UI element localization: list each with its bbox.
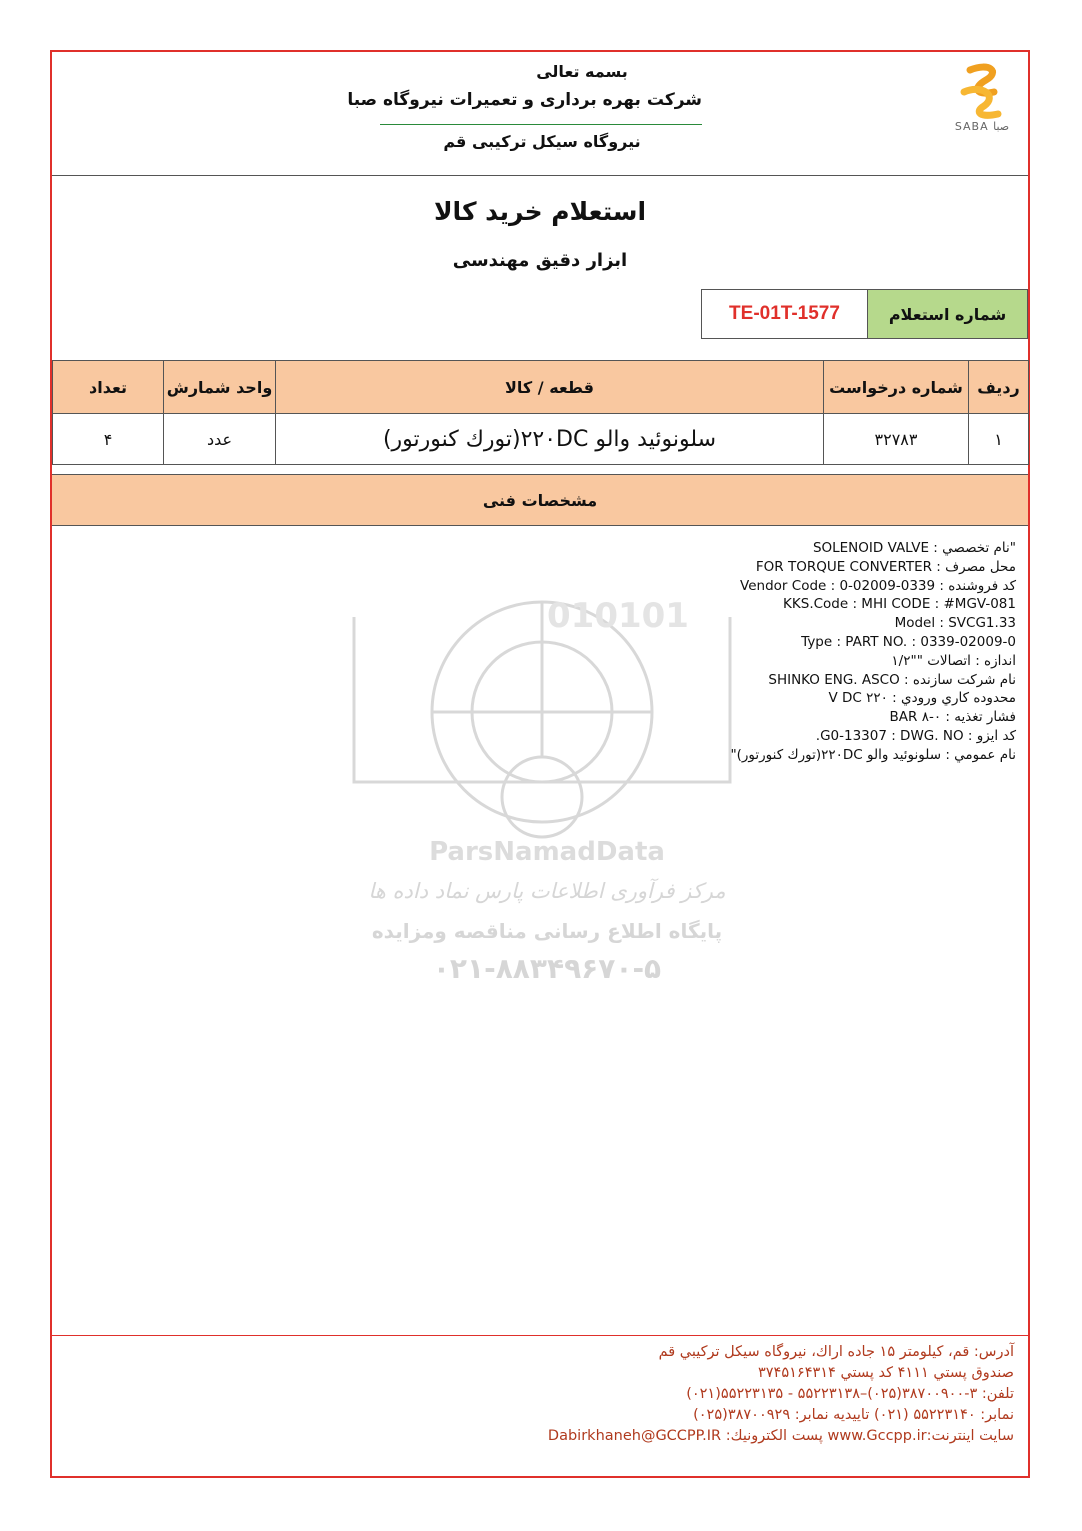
spec-line: "نام تخصصي : SOLENOID VALVE — [812, 540, 1016, 556]
watermark-line1: مرکز فرآوری اطلاعات پارس نماد داده ها — [368, 879, 726, 903]
cell-row: ۱ — [969, 414, 1029, 465]
saba-logo-icon — [942, 62, 1022, 122]
plant-name: نیروگاه سیکل ترکیبی قم — [443, 132, 641, 151]
footer-fax: نمابر: ۵۵۲۲۳۱۴۰ (۰۲۱) تاييديه نمابر: ۳۸۷۰۰۹۲۹(۰۲۵) — [693, 1407, 1014, 1423]
col-header-unit: واحد شمارش — [164, 361, 276, 414]
spec-line: محدوده كاري ورودي : ۲۲۰ V DC — [828, 690, 1016, 707]
inquiry-label: شماره استعلام — [867, 289, 1028, 339]
spec-line: نام عمومي : سلونوئید والو ۲۲۰DC(تورك كنورتور)" — [730, 746, 1016, 763]
col-header-request-no: شماره درخواست — [824, 361, 969, 414]
cell-item: سلونوئید والو ۲۲۰DC(تورك كنورتور) — [276, 414, 824, 465]
spec-line: Type : PART NO. : 0339-02009-0 — [801, 633, 1016, 650]
page-subtitle: ابزار دقیق مهندسی — [452, 250, 628, 271]
specs-list — [416, 539, 1016, 765]
footer-web: سايت اينترنت:www.Gccpp.ir پست الكترونيك: Dabirkhaneh@GCCPP.IR — [547, 1428, 1014, 1444]
watermark-line2: پایگاه اطلاع رسانی مناقصه ومزایده — [371, 919, 723, 943]
cell-unit: عدد — [164, 414, 276, 465]
logo-text: SABA صبا — [954, 120, 1010, 133]
cell-qty: ۴ — [53, 414, 164, 465]
document-frame — [50, 50, 1030, 1478]
col-header-qty: تعداد — [53, 361, 164, 414]
basmala: بسمه تعالی — [536, 62, 628, 81]
footer-divider — [52, 1335, 1028, 1336]
table-row — [53, 414, 1029, 465]
items-table — [52, 360, 1029, 465]
footer-pobox: صندوق پستي ۴۱۱۱ كد پستي ۳۷۴۵۱۶۴۳۱۴ — [757, 1365, 1014, 1381]
footer-phone: تلفن: ۳-۳۸۷۰۰۹۰۰(۰۲۵)–۵۵۲۲۳۱۳۸ - ۵۵۲۲۳۱۳۵(۰۲۱) — [686, 1386, 1014, 1402]
page-title: استعلام خرید کالا — [433, 197, 647, 226]
svg-text:010101: 010101 — [547, 597, 689, 636]
footer-address: آدرس: قم، كيلومتر ۱۵ جاده اراك، نيروگاه سيكل تركيبي قم — [658, 1344, 1014, 1360]
spec-line: KKS.Code : MHI CODE : #MGV-081 — [783, 596, 1016, 613]
watermark-brand: ParsNamadData — [429, 837, 665, 867]
spec-line: فشار تغذيه : ۰-۸ BAR — [889, 709, 1016, 726]
company-name: شرکت بهره برداری و تعمیرات نیروگاه صبا — [347, 90, 702, 110]
cell-request-no: ۳۲۷۸۳ — [824, 414, 969, 465]
col-header-item: قطعه / کالا — [276, 361, 824, 414]
spec-line: Model : SVCG1.33 — [894, 615, 1016, 632]
inquiry-number: TE-01T-1577 — [701, 289, 868, 339]
specs-heading: مشخصات فنی — [52, 474, 1028, 526]
table-header-row — [53, 361, 1029, 414]
saba-logo — [942, 62, 1022, 152]
footer — [114, 1342, 1014, 1447]
col-header-row: ردیف — [969, 361, 1029, 414]
spec-line: اندازه : اتصالات ""۱/۲ — [891, 652, 1016, 669]
spec-line: محل مصرف : FOR TORQUE CONVERTER — [755, 558, 1016, 575]
watermark-phone: ۰۲۱-۸۸۳۴۹۶۷۰-۵ — [432, 952, 662, 985]
spec-line: كد فروشنده : Vendor Code : 0-02009-0339 — [740, 577, 1016, 594]
spec-line: كد ايزو : G0-13307 : DWG. NO. — [815, 727, 1016, 744]
spec-line: نام شركت سازنده : SHINKO ENG. ASCO — [768, 671, 1016, 688]
header-underline — [380, 124, 702, 125]
header-divider — [52, 175, 1028, 176]
